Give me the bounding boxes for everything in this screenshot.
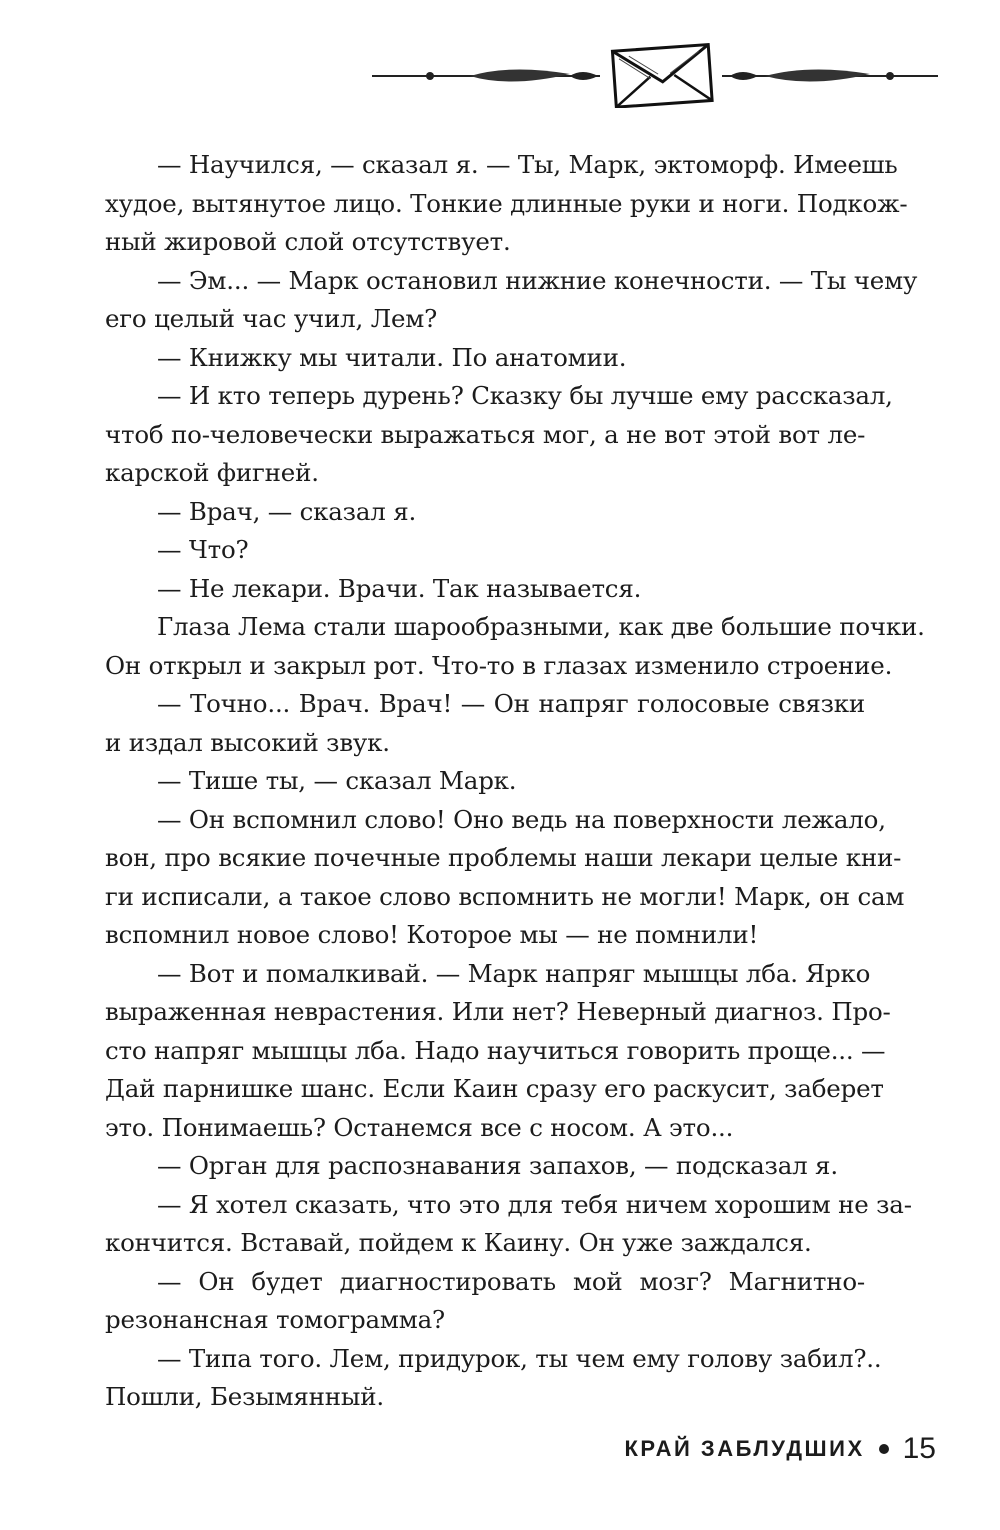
text-line: — Эм... — Марк остановил нижние конечности. — Ты чему: [157, 265, 918, 295]
text-line: выраженная неврастения. Или нет? Неверный диагноз. Про-: [105, 997, 891, 1026]
text-line: — Что?: [157, 535, 249, 564]
paragraph: [105, 762, 865, 801]
paragraph: [105, 685, 865, 762]
text-line: — И кто теперь дурень? Сказку бы лучше ему рассказал,: [157, 381, 893, 410]
page-number: 15: [902, 1432, 936, 1465]
text-line: это. Понимаешь? Останемся все с носом. А это...: [105, 1112, 734, 1142]
paragraph: [105, 608, 925, 685]
text-line: ги исписали, а такое слово вспомнить не могли! Марк, он сам: [105, 881, 905, 911]
text-line: худое, вытянутое лицо. Тонкие длинные руки и ноги. Подкож-: [105, 188, 908, 218]
running-title: КРАЙ ЗАБЛУДШИХ: [624, 1436, 865, 1461]
text-line: — Вот и помалкивай. — Марк напряг мышцы лба. Ярко: [157, 958, 871, 988]
text-line: ный жировой слой отсутствует.: [105, 227, 511, 256]
paragraph: [105, 1186, 912, 1263]
text-line: — Орган для распознавания запахов, — подсказал я.: [157, 1151, 838, 1180]
text-line: — Тише ты, — сказал Марк.: [157, 766, 517, 795]
text-line: Глаза Лема стали шарообразными, как две большие почки.: [157, 612, 925, 641]
text-line: кончится. Вставай, пойдем к Каину. Он уже заждался.: [105, 1228, 812, 1257]
paragraph: [105, 377, 893, 493]
page-footer: [624, 1432, 936, 1466]
text-line: вон, про всякие почечные проблемы наши лекари целые кни-: [105, 843, 902, 872]
paragraph: [105, 262, 918, 339]
text-line: — Врач, — сказал я.: [157, 496, 417, 526]
text-line: карской фигней.: [105, 458, 319, 487]
paragraph: [105, 1263, 865, 1340]
text-line: резонансная томограмма?: [105, 1305, 445, 1334]
paragraph: [105, 146, 908, 262]
text-line: — Не лекари. Врачи. Так называется.: [157, 573, 642, 603]
paragraph: [105, 1340, 882, 1417]
paragraph: [105, 493, 865, 532]
page-body-text: [105, 146, 925, 1417]
text-line: и издал высокий звук.: [105, 727, 390, 757]
text-line: Пошли, Безымянный.: [105, 1382, 384, 1411]
envelope-ornament-icon: [370, 38, 940, 108]
paragraph: [105, 801, 905, 955]
text-line: чтоб по-человечески выражаться мог, а не вот этой вот ле-: [105, 419, 866, 449]
text-line: — Он будет диагностировать мой мозг? Магнитно-: [157, 1266, 865, 1296]
bullet-dot-icon: [879, 1444, 889, 1454]
paragraph: [105, 531, 865, 570]
text-line: его целый час учил, Лем?: [105, 304, 438, 333]
text-line: сто напряг мышцы лба. Надо научиться говорить проще... —: [105, 1035, 886, 1065]
text-line: Дай парнишке шанс. Если Каин сразу его раскусит, заберет: [105, 1074, 884, 1103]
paragraph: [105, 955, 891, 1148]
text-line: — Книжку мы читали. По анатомии.: [157, 342, 627, 372]
paragraph: [105, 339, 865, 378]
paragraph: [105, 1147, 865, 1186]
text-line: — Научился, — сказал я. — Ты, Марк, эктоморф. Имеешь: [157, 150, 898, 179]
text-line: — Типа того. Лем, придурок, ты чем ему голову забил?..: [157, 1343, 882, 1373]
text-line: — Точно... Врач. Врач! — Он напряг голосовые связки: [157, 689, 865, 718]
text-line: Он открыл и закрыл рот. Что-то в глазах изменило строение.: [105, 650, 893, 680]
paragraph: [105, 570, 865, 609]
text-line: — Он вспомнил слово! Оно ведь на поверхности лежало,: [157, 804, 886, 834]
text-line: вспомнил новое слово! Которое мы — не помнили!: [105, 920, 759, 949]
text-line: — Я хотел сказать, что это для тебя ничем хорошим не за-: [157, 1189, 912, 1219]
